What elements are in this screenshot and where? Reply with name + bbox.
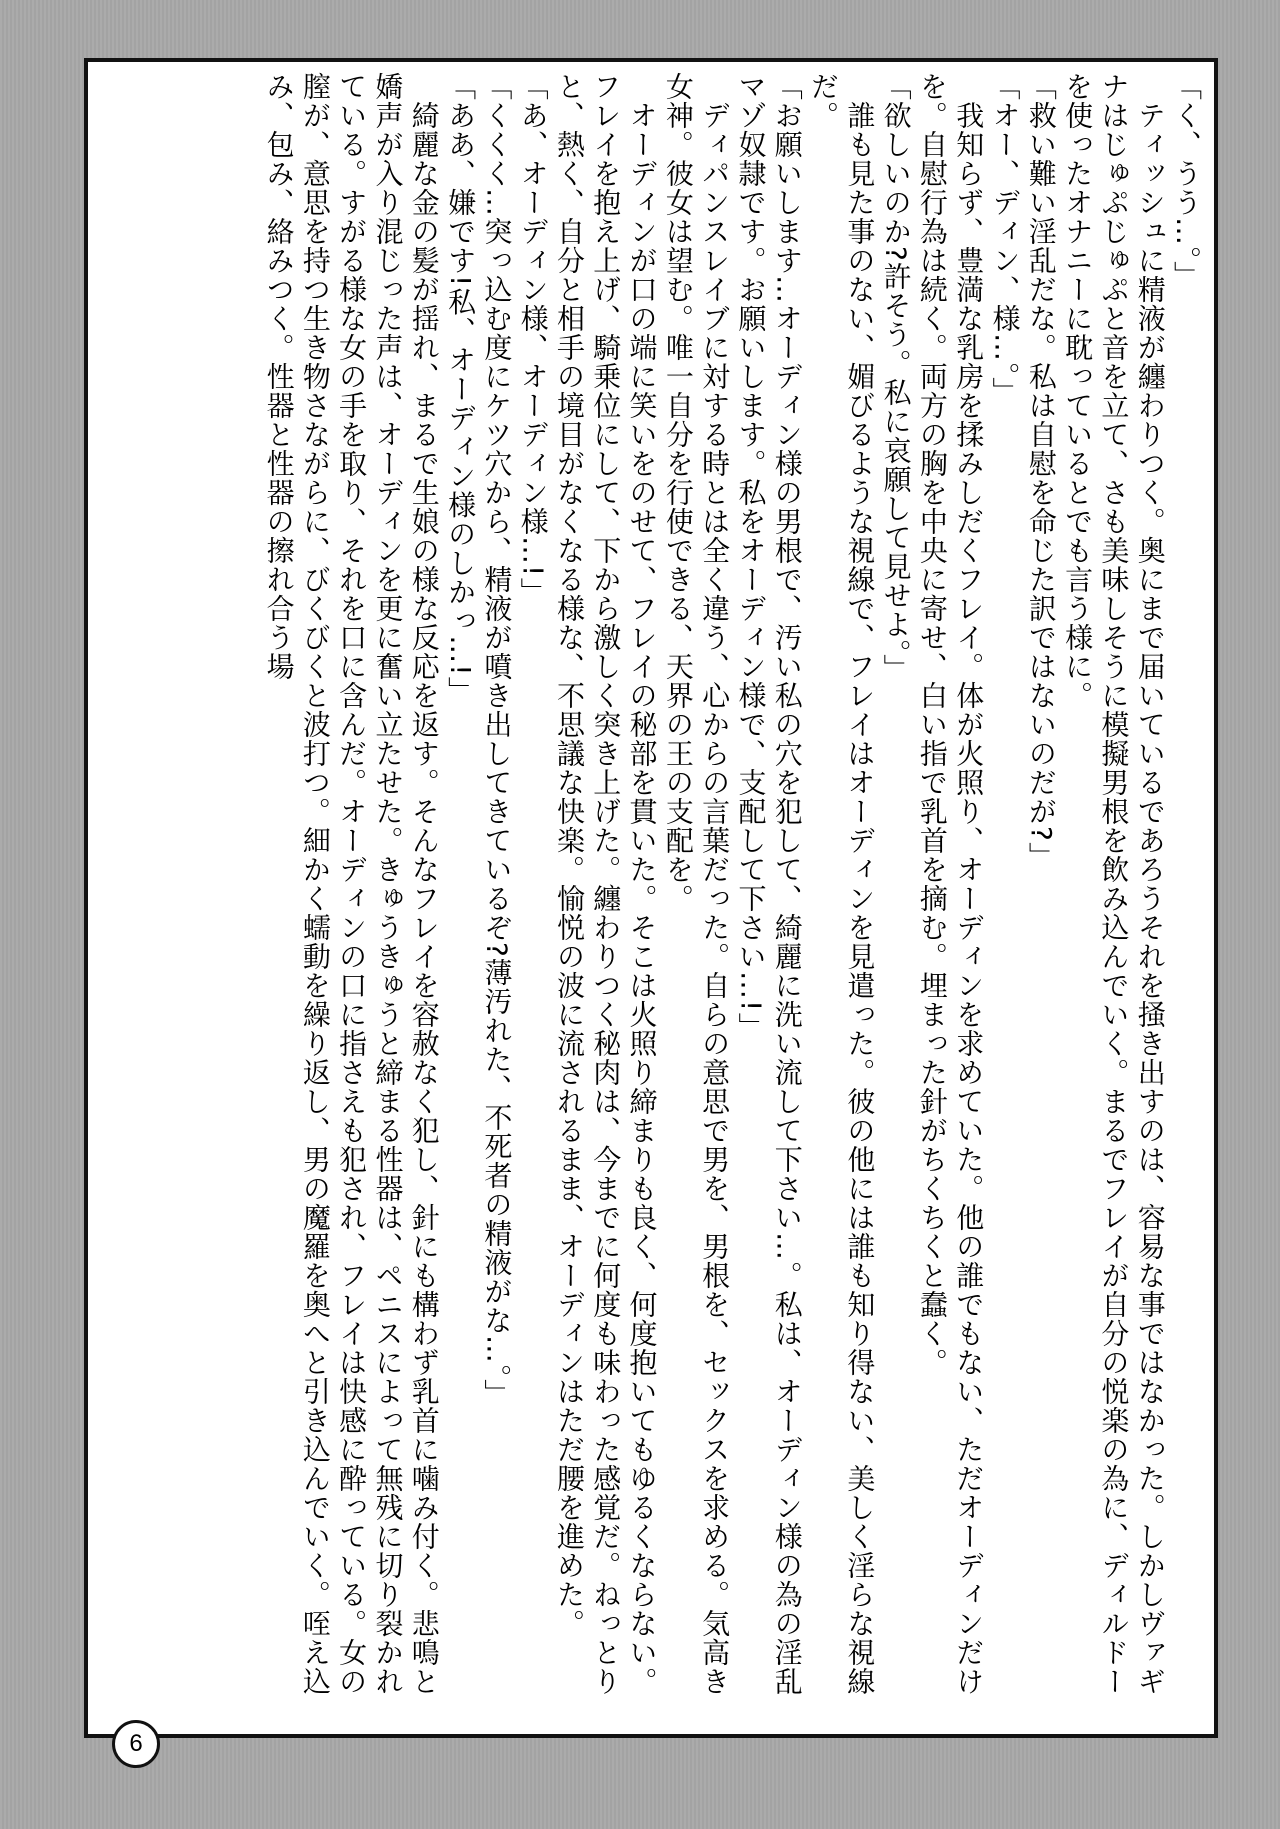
- paragraph: オーディンが口の端に笑いをのせて、フレイの秘部を貫いた。そこは火照り締まりも良く、何度抱いてもゆるくならない。フレイを抱え上げ、騎乗位にして、下から激しく突き上げた。纏わりつく秘肉は、今までに何度も味わった感覚だ。ねっとりと、熱く、自分と相手の境目がなくなる様な、不思議な快楽。愉悦の波に流されるまま、オーディンはただ腰を進めた。: [552, 72, 659, 1696]
- vertical-text-column: [102, 72, 1204, 1724]
- page-number-badge: [112, 1720, 160, 1768]
- paragraph: ティッシュに精液が纏わりつく。奥にまで届いているであろうそれを掻き出すのは、容易な事ではなかった。しかしヴァギナはじゅぷじゅぷと音を立て、さも美味しそうに模擬男根を飲み込んでいく。まるでフレイが自分の悦楽の為に、ディルドーを使ったオナニーに耽っているとでも言う様に。: [1061, 72, 1167, 1696]
- paragraph: 「欲しいのか?許そう。私に哀願して見せよ。」: [879, 72, 913, 683]
- paragraph: 「くくく…突っ込む度にケツ穴から、精液が噴き出してきているぞ?薄汚れた、不死者の精液がな…。」: [480, 72, 514, 1408]
- paragraph: 「ああ、嫌です!私、オーディン様のしかっ…!」: [444, 72, 478, 706]
- paragraph: 我知らず、豊満な乳房を揉みしだくフレイ。体が火照り、オーディンを求めていた。他の誰でもない、ただオーディンだけを。自慰行為は続く。両方の胸を中央に寄せ、白い指で乳首を摘む。埋まった針がちくちくと蠢く。: [915, 72, 986, 1696]
- paragraph: 「く、うう…。」: [1170, 72, 1203, 290]
- paragraph: 「あ、オーディン様、オーディン様…!」: [516, 72, 550, 607]
- paragraph: 誰も見た事のない、媚びるような視線で、フレイはオーディンを見遣った。彼の他には誰も知り得ない、美しく淫らな視線だ。: [807, 72, 877, 1696]
- paragraph: ディパンスレイブに対する時とは全く違う、心からの言葉だった。自らの意思で男を、男根を、セックスを求める。気高き女神。彼女は望む。唯一自分を行使できる、天界の王の支配を。: [661, 72, 732, 1696]
- paragraph: 「お願いします…オーディン様の男根で、汚い私の穴を犯して、綺麗に洗い流して下さい…。私は、オーディン様の為の淫乱マゾ奴隷です。お願いします。私をオーディン様で、支配して下さい…!」: [734, 72, 804, 1696]
- text-body: [102, 72, 1204, 1724]
- page-number: 6: [129, 1730, 143, 1757]
- text-panel: [84, 58, 1218, 1738]
- paragraph: 綺麗な金の髪が揺れ、まるで生娘の様な反応を返す。そんなフレイを容赦なく犯し、針にも構わず乳首に噛み付く。悲鳴と嬌声が入り混じった声は、オーディンを更に奮い立たせた。きゅうきゅうと締まる性器は、ペニスによって無残に切り裂かれている。すがる様な女の手を取り、それを口に含んだ。オーディンの口に指さえも犯され、フレイは快感に酔っている。女の膣が、意思を持つ生き物さながらに、びくびくと波打つ。細かく蠕動を繰り返し、男の魔羅を奥へと引き込んでいく。咥え込み、包み、絡みつく。性器と性器の擦れ合う場: [262, 72, 441, 1696]
- paragraph: 「救い難い淫乱だな。私は自慰を命じた訳ではないのだが?」: [1024, 72, 1058, 871]
- paragraph: 「オー、ディン、様…。」: [988, 72, 1022, 406]
